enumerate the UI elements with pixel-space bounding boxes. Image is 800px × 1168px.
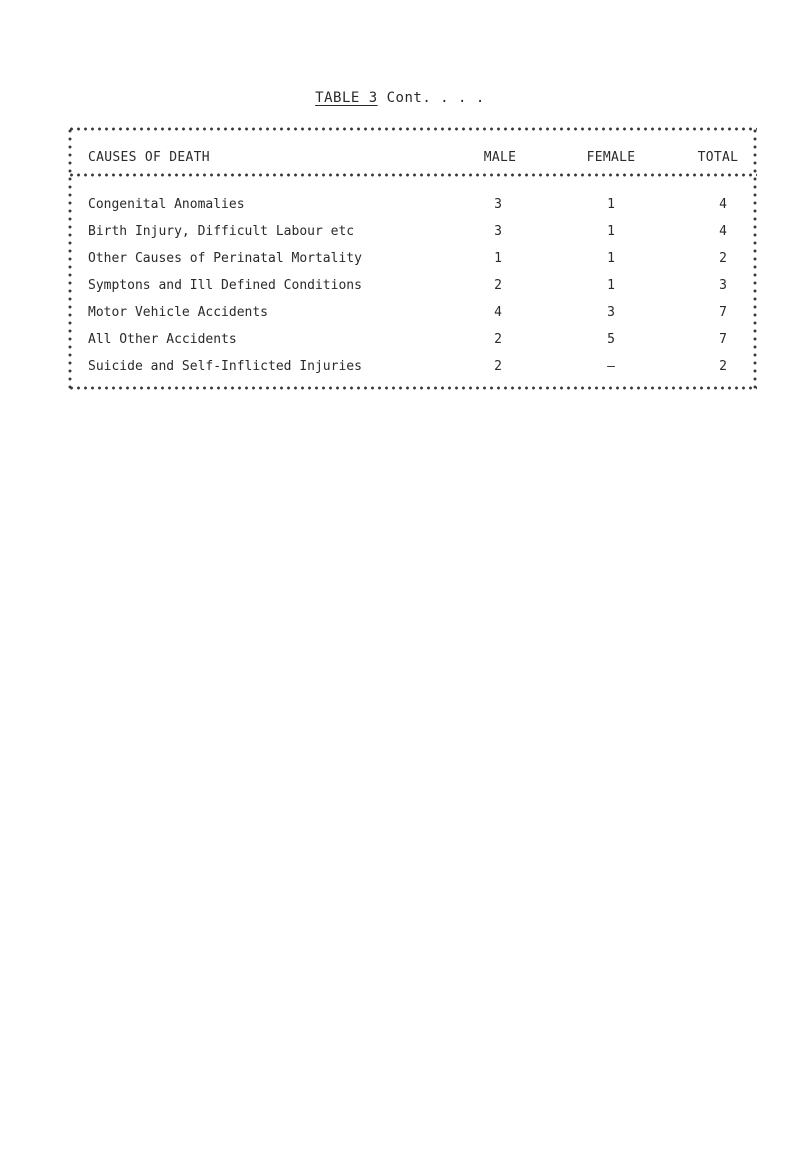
cause-cell: All Other Accidents bbox=[88, 332, 237, 347]
cause-cell: Other Causes of Perinatal Mortality bbox=[88, 251, 362, 266]
total-cell: 7 bbox=[719, 332, 727, 347]
female-cell: 1 bbox=[607, 197, 615, 212]
female-cell: 1 bbox=[607, 278, 615, 293]
total-cell: 7 bbox=[719, 305, 727, 320]
female-cell: 5 bbox=[607, 332, 615, 347]
male-cell: 4 bbox=[494, 305, 502, 320]
header-dotted-divider bbox=[68, 173, 757, 177]
table-row bbox=[68, 251, 757, 278]
male-cell: 1 bbox=[494, 251, 502, 266]
cause-cell: Congenital Anomalies bbox=[88, 197, 245, 212]
total-cell: 4 bbox=[719, 224, 727, 239]
top-dotted-border bbox=[68, 127, 757, 131]
table-row bbox=[68, 278, 757, 305]
title-continued: Cont. . . . bbox=[377, 90, 485, 106]
bottom-dotted-border bbox=[68, 386, 757, 390]
male-cell: 2 bbox=[494, 359, 502, 374]
female-cell: – bbox=[607, 359, 615, 374]
male-cell: 2 bbox=[494, 332, 502, 347]
data-table bbox=[68, 127, 757, 390]
header-female: FEMALE bbox=[586, 150, 636, 165]
male-cell: 3 bbox=[494, 224, 502, 239]
cause-cell: Birth Injury, Difficult Labour etc bbox=[88, 224, 355, 239]
cause-cell: Suicide and Self-Inflicted Injuries bbox=[88, 359, 362, 374]
cause-cell: Symptons and Ill Defined Conditions bbox=[88, 278, 362, 293]
female-cell: 3 bbox=[607, 305, 615, 320]
cause-cell: Motor Vehicle Accidents bbox=[88, 305, 269, 320]
page-title bbox=[0, 90, 800, 106]
table-row bbox=[68, 197, 757, 224]
table-row bbox=[68, 332, 757, 359]
female-cell: 1 bbox=[607, 224, 615, 239]
table-row bbox=[68, 359, 757, 386]
total-cell: 2 bbox=[719, 359, 727, 374]
header-causes-of-death: CAUSES OF DEATH bbox=[88, 150, 210, 165]
table-row bbox=[68, 224, 757, 251]
male-cell: 2 bbox=[494, 278, 502, 293]
header-male: MALE bbox=[483, 150, 517, 165]
total-cell: 4 bbox=[719, 197, 727, 212]
table-number: TABLE 3 bbox=[315, 90, 378, 106]
header-total: TOTAL bbox=[697, 150, 739, 165]
total-cell: 2 bbox=[719, 251, 727, 266]
table-row bbox=[68, 305, 757, 332]
female-cell: 1 bbox=[607, 251, 615, 266]
male-cell: 3 bbox=[494, 197, 502, 212]
table-body bbox=[68, 197, 757, 386]
total-cell: 3 bbox=[719, 278, 727, 293]
